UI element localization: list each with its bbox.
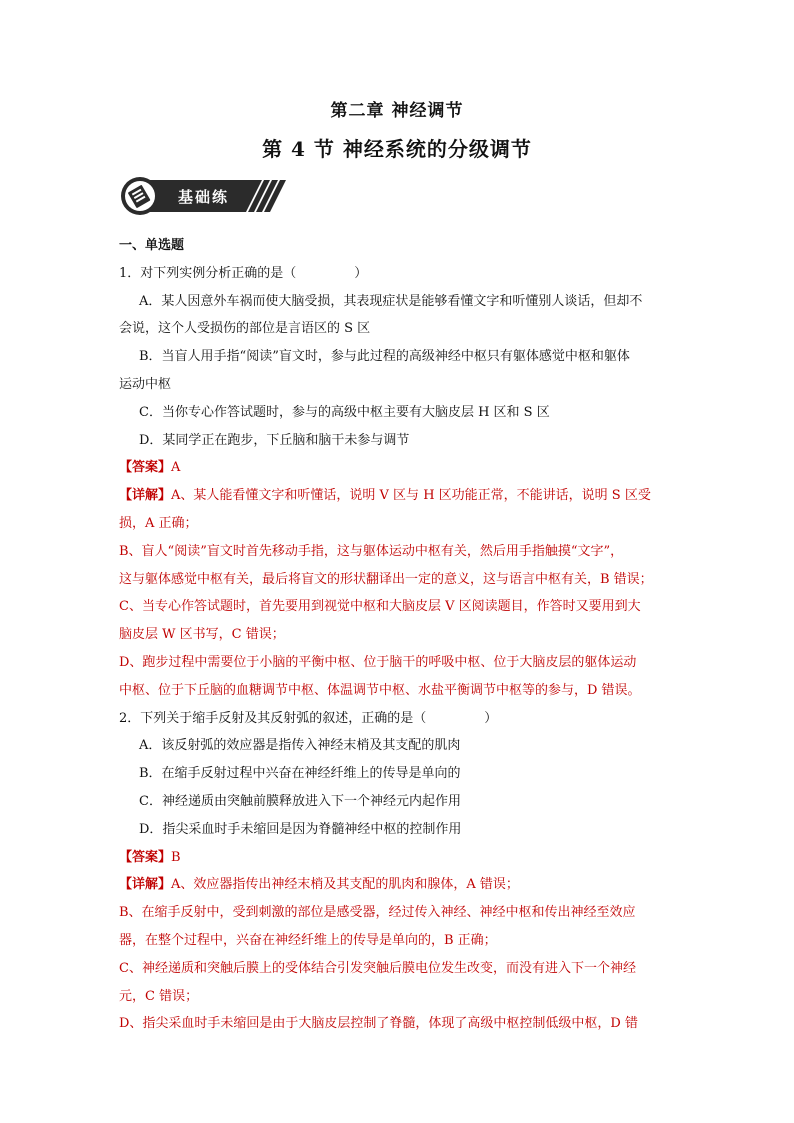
detail-line: C、神经递质和突触后膜上的受体结合引发突触后膜电位发生改变，而没有进入下一个神经 <box>119 960 636 976</box>
option-line: 会说，这个人受损伤的部位是言语区的 S 区 <box>119 321 371 337</box>
detail-line: 脑皮层 W 区书写，C 错误； <box>119 627 285 643</box>
detail-line: D、指尖采血时手未缩回是由于大脑皮层控制了脊髓，体现了高级中枢控制低级中枢，D 错 <box>119 1016 638 1032</box>
detail-line: B、在缩手反射中，受到刺激的部位是感受器，经过传入神经、神经中枢和传出神经至效应 <box>119 905 636 921</box>
detail-line: C、当专心作答试题时，首先要用到视觉中枢和大脑皮层 V 区阅读题目，作答时又要用到大 <box>119 599 641 615</box>
question-stem <box>119 260 679 288</box>
option-line: B．当盲人用手指“阅读”盲文时，参与此过程的高级神经中枢只有躯体感觉中枢和躯体 <box>139 349 630 365</box>
detail-line <box>119 482 679 510</box>
banner-label: 基础练 <box>178 188 230 206</box>
question-stem <box>119 705 679 733</box>
option-line: A．该反射弧的效应器是指传入神经末梢及其支配的肌肉 <box>139 738 461 754</box>
option-line: A．某人因意外车祸而使大脑受损，其表现症状是能够看懂文字和听懂别人谈话，但却不 <box>139 293 643 309</box>
section-title: 第 4 节 神经系统的分级调节 <box>262 137 532 161</box>
answer-line <box>119 844 679 872</box>
stem-text: 2．下列关于缩手反射及其反射弧的叙述，正确的是（ <box>119 710 427 726</box>
answer-label: 【答案】 <box>119 849 172 865</box>
detail-line: 器，在整个过程中，兴奋在神经纤维上的传导是单向的，B 正确； <box>119 932 497 948</box>
detail-text: A、效应器指传出神经末梢及其支配的肌肉和腺体，A 错误； <box>171 877 519 893</box>
option-line: C．神经递质由突触前膜释放进入下一个神经元内起作用 <box>139 793 461 809</box>
detail-line: B、盲人“阅读”盲文时首先移动手指，这与躯体运动中枢有关，然后用手指触摸“文字”， <box>119 543 624 559</box>
detail-line: 元，C 错误； <box>119 988 199 1004</box>
detail-label: 【详解】 <box>119 488 172 504</box>
option-line: D．某同学正在跑步，下丘脑和脑干未参与调节 <box>139 432 410 448</box>
detail-line: 这与躯体感觉中枢有关，最后将盲文的形状翻译出一定的意义，这与语言中枢有关，B 错误； <box>119 571 653 587</box>
stem-close: ） <box>484 710 498 726</box>
answer-value: B <box>171 849 181 865</box>
part-heading: 一、单选题 <box>119 238 185 253</box>
answer-value: A <box>171 460 181 476</box>
stem-close: ） <box>354 265 368 281</box>
answer-line <box>119 454 679 482</box>
detail-text: A、某人能看懂文字和听懂话，说明 V 区与 H 区功能正常，不能讲话，说明 S 区受 <box>171 488 651 504</box>
detail-line: 中枢、位于下丘脑的血糖调节中枢、体温调节中枢、水盐平衡调节中枢等的参与，D 错误。 <box>119 682 641 698</box>
option-line: B．在缩手反射过程中兴奋在神经纤维上的传导是单向的 <box>139 766 461 782</box>
option-line: D．指尖采血时手未缩回是因为脊髓神经中枢的控制作用 <box>139 821 462 837</box>
stem-text: 1．对下列实例分析正确的是（ <box>119 265 297 281</box>
option-line: C．当你专心作答试题时，参与的高级中枢主要有大脑皮层 H 区和 S 区 <box>139 404 550 420</box>
detail-label: 【详解】 <box>119 877 172 893</box>
detail-line: D、跑步过程中需要位于小脑的平衡中枢、位于脑干的呼吸中枢、位于大脑皮层的躯体运动 <box>119 654 637 670</box>
detail-line <box>119 871 679 899</box>
chapter-title: 第二章 神经调节 <box>330 101 464 121</box>
question-content <box>119 232 679 1038</box>
detail-line: 损，A 正确； <box>119 515 198 531</box>
answer-label: 【答案】 <box>119 460 172 476</box>
option-line: 运动中枢 <box>119 376 172 392</box>
